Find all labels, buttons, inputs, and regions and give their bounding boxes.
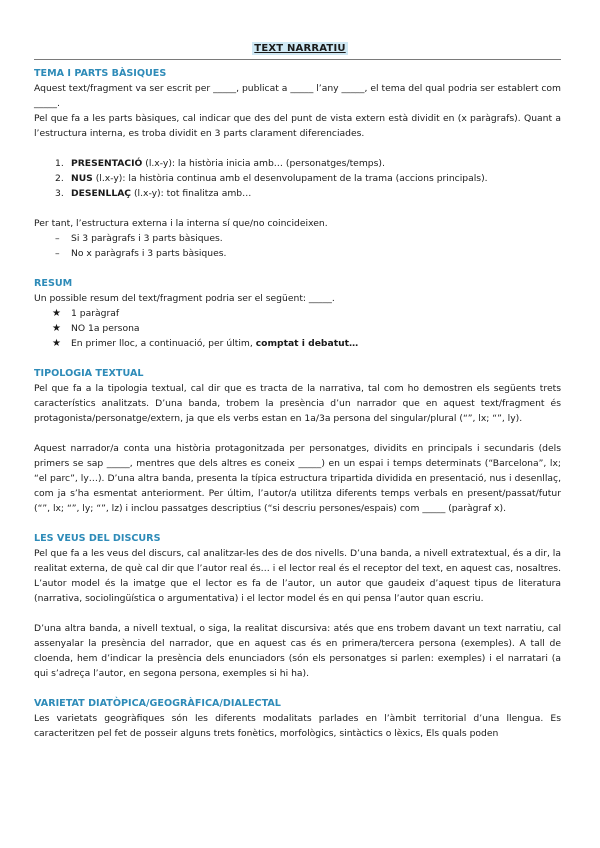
list-item bbox=[34, 186, 561, 201]
dash-marker: – bbox=[55, 248, 60, 259]
list-item bbox=[34, 171, 561, 186]
list-item bbox=[34, 246, 561, 261]
section-varietat bbox=[34, 696, 561, 741]
list-item-text: (l.x-y): tot finalitza amb… bbox=[131, 188, 252, 199]
star-list bbox=[34, 306, 561, 351]
list-item bbox=[34, 306, 561, 321]
star-icon: ★ bbox=[52, 338, 61, 349]
paragraph: Les varietats geogràfiques són les diferents modalitats parlades en l’àmbit territorial d’una llengua. Es caracteritzen pel fet de posseir alguns trets fonètics, morfològics, sintàctics o lèxics, Els quals poden bbox=[34, 713, 561, 739]
paragraph: Pel que fa a les veus del discurs, cal analitzar-les des de dos nivells. D’una banda, a nivell extratextual, és a dir, la realitat externa, de què cal dir que l’autor real és… i el lector real és el receptor del text, en aquest cas, nosaltres. L’autor model és la imatge que el lector es fa de l’autor, un autor que gaudeix d’aquest tipus de literatura (narrativa, sociolingüística o argumentativa) i el lector model és en qui pensa l’autor quan escriu. bbox=[34, 548, 561, 604]
section-heading: TIPOLOGIA TEXTUAL bbox=[34, 368, 144, 379]
list-item bbox=[34, 156, 561, 171]
list-item-text: (l.x-y): la història inicia amb… (personatges/temps). bbox=[142, 158, 385, 169]
document-title: TEXT NARRATIU bbox=[254, 43, 346, 54]
paragraph: D’una altra banda, a nivell textual, o siga, la realitat discursiva: atés que ens trobem davant un text narratiu, cal assenyalar la presència del narrador, que en aquest cas és en primera/tercera persona (exemples). A tall de cloenda, hem d’indicar la presència dels enunciadors (són els personatges si parlen: exemples) i el narratari (a qui s’adreça l’autor, en segona persona, exemples si hi ha). bbox=[34, 623, 561, 679]
list-item-term: NUS bbox=[71, 173, 93, 184]
dash-list bbox=[34, 231, 561, 261]
list-item bbox=[34, 321, 561, 336]
paragraph: Aquest text/fragment va ser escrit per _____, publicat a _____ l’any _____, el tema del qual podria ser establert com _____. bbox=[34, 83, 561, 109]
section-heading: TEMA I PARTS BÀSIQUES bbox=[34, 68, 167, 79]
paragraph: Aquest narrador/a conta una història protagonitzada per personatges, dividits en principals i secundaris (dels primers se sap _____, mentres que dels altres es coneix _____) en un espai i temps determinats (“Barcelona”, lx; “el parc”, ly…). D’una altra banda, presenta la típica estructura tripartida dividida en presentació, nus i desenllaç, com ja s’ha esmentat anteriorment. Per últim, l’autor/a utilitza diferents temps verbals en present/passat/futur (“”, lx; “”, ly; “”, lz) i inclou passatges descriptius (“si descriu persones/espais) com _____ (paràgraf x). bbox=[34, 443, 561, 514]
title-area bbox=[0, 36, 600, 55]
paragraph: Pel que fa a la tipologia textual, cal dir que es tracta de la narrativa, tal com ho demostren els següents trets característics analitzats. D’una banda, trobem la presència d’un narrador que en aquest text/fragment és protagonista/personatge/extern, ja que els verbs estan en 1a/3a persona del singular/plural (“”, lx; “”, ly). bbox=[34, 383, 561, 424]
list-number: 3. bbox=[55, 188, 64, 199]
title-divider bbox=[34, 59, 561, 60]
list-item bbox=[34, 336, 561, 351]
document-body bbox=[34, 66, 561, 741]
section-resum bbox=[34, 276, 561, 351]
list-item-text: Si 3 paràgrafs i 3 parts bàsiques. bbox=[71, 233, 223, 244]
section-heading: RESUM bbox=[34, 278, 73, 289]
section-tipologia bbox=[34, 366, 561, 516]
paragraph: Per tant, l’estructura externa i la interna sí que/no coincideixen. bbox=[34, 218, 328, 229]
paragraph: Pel que fa a les parts bàsiques, cal indicar que des del punt de vista extern està dividit en (x paràgrafs). Quant a l’estructura interna, es troba dividit en 3 parts clarament diferenciades. bbox=[34, 113, 561, 139]
section-tema bbox=[34, 66, 561, 261]
list-item-text: En primer lloc, a continuació, per últim, bbox=[71, 338, 256, 349]
list-number: 2. bbox=[55, 173, 64, 184]
section-veus bbox=[34, 531, 561, 681]
star-icon: ★ bbox=[52, 308, 61, 319]
list-item bbox=[34, 231, 561, 246]
dash-marker: – bbox=[55, 233, 60, 244]
list-item-text: NO 1a persona bbox=[71, 323, 140, 334]
list-item-text: (l.x-y): la història continua amb el desenvolupament de la trama (accions principals). bbox=[92, 173, 488, 184]
list-item-term: DESENLLAÇ bbox=[71, 188, 132, 199]
paragraph: Un possible resum del text/fragment podria ser el següent: _____. bbox=[34, 293, 335, 304]
section-heading: VARIETAT DIATÒPICA/GEOGRÀFICA/DIALECTAL bbox=[34, 698, 281, 709]
list-item-text: No x paràgrafs i 3 parts bàsiques. bbox=[71, 248, 227, 259]
list-number: 1. bbox=[55, 158, 64, 169]
list-item-bold-text: comptat i debatut… bbox=[255, 338, 359, 349]
parts-list bbox=[34, 156, 561, 201]
list-item-term: PRESENTACIÓ bbox=[71, 158, 143, 169]
list-item-text: 1 paràgraf bbox=[71, 308, 120, 319]
star-icon: ★ bbox=[52, 323, 61, 334]
section-heading: LES VEUS DEL DISCURS bbox=[34, 533, 161, 544]
